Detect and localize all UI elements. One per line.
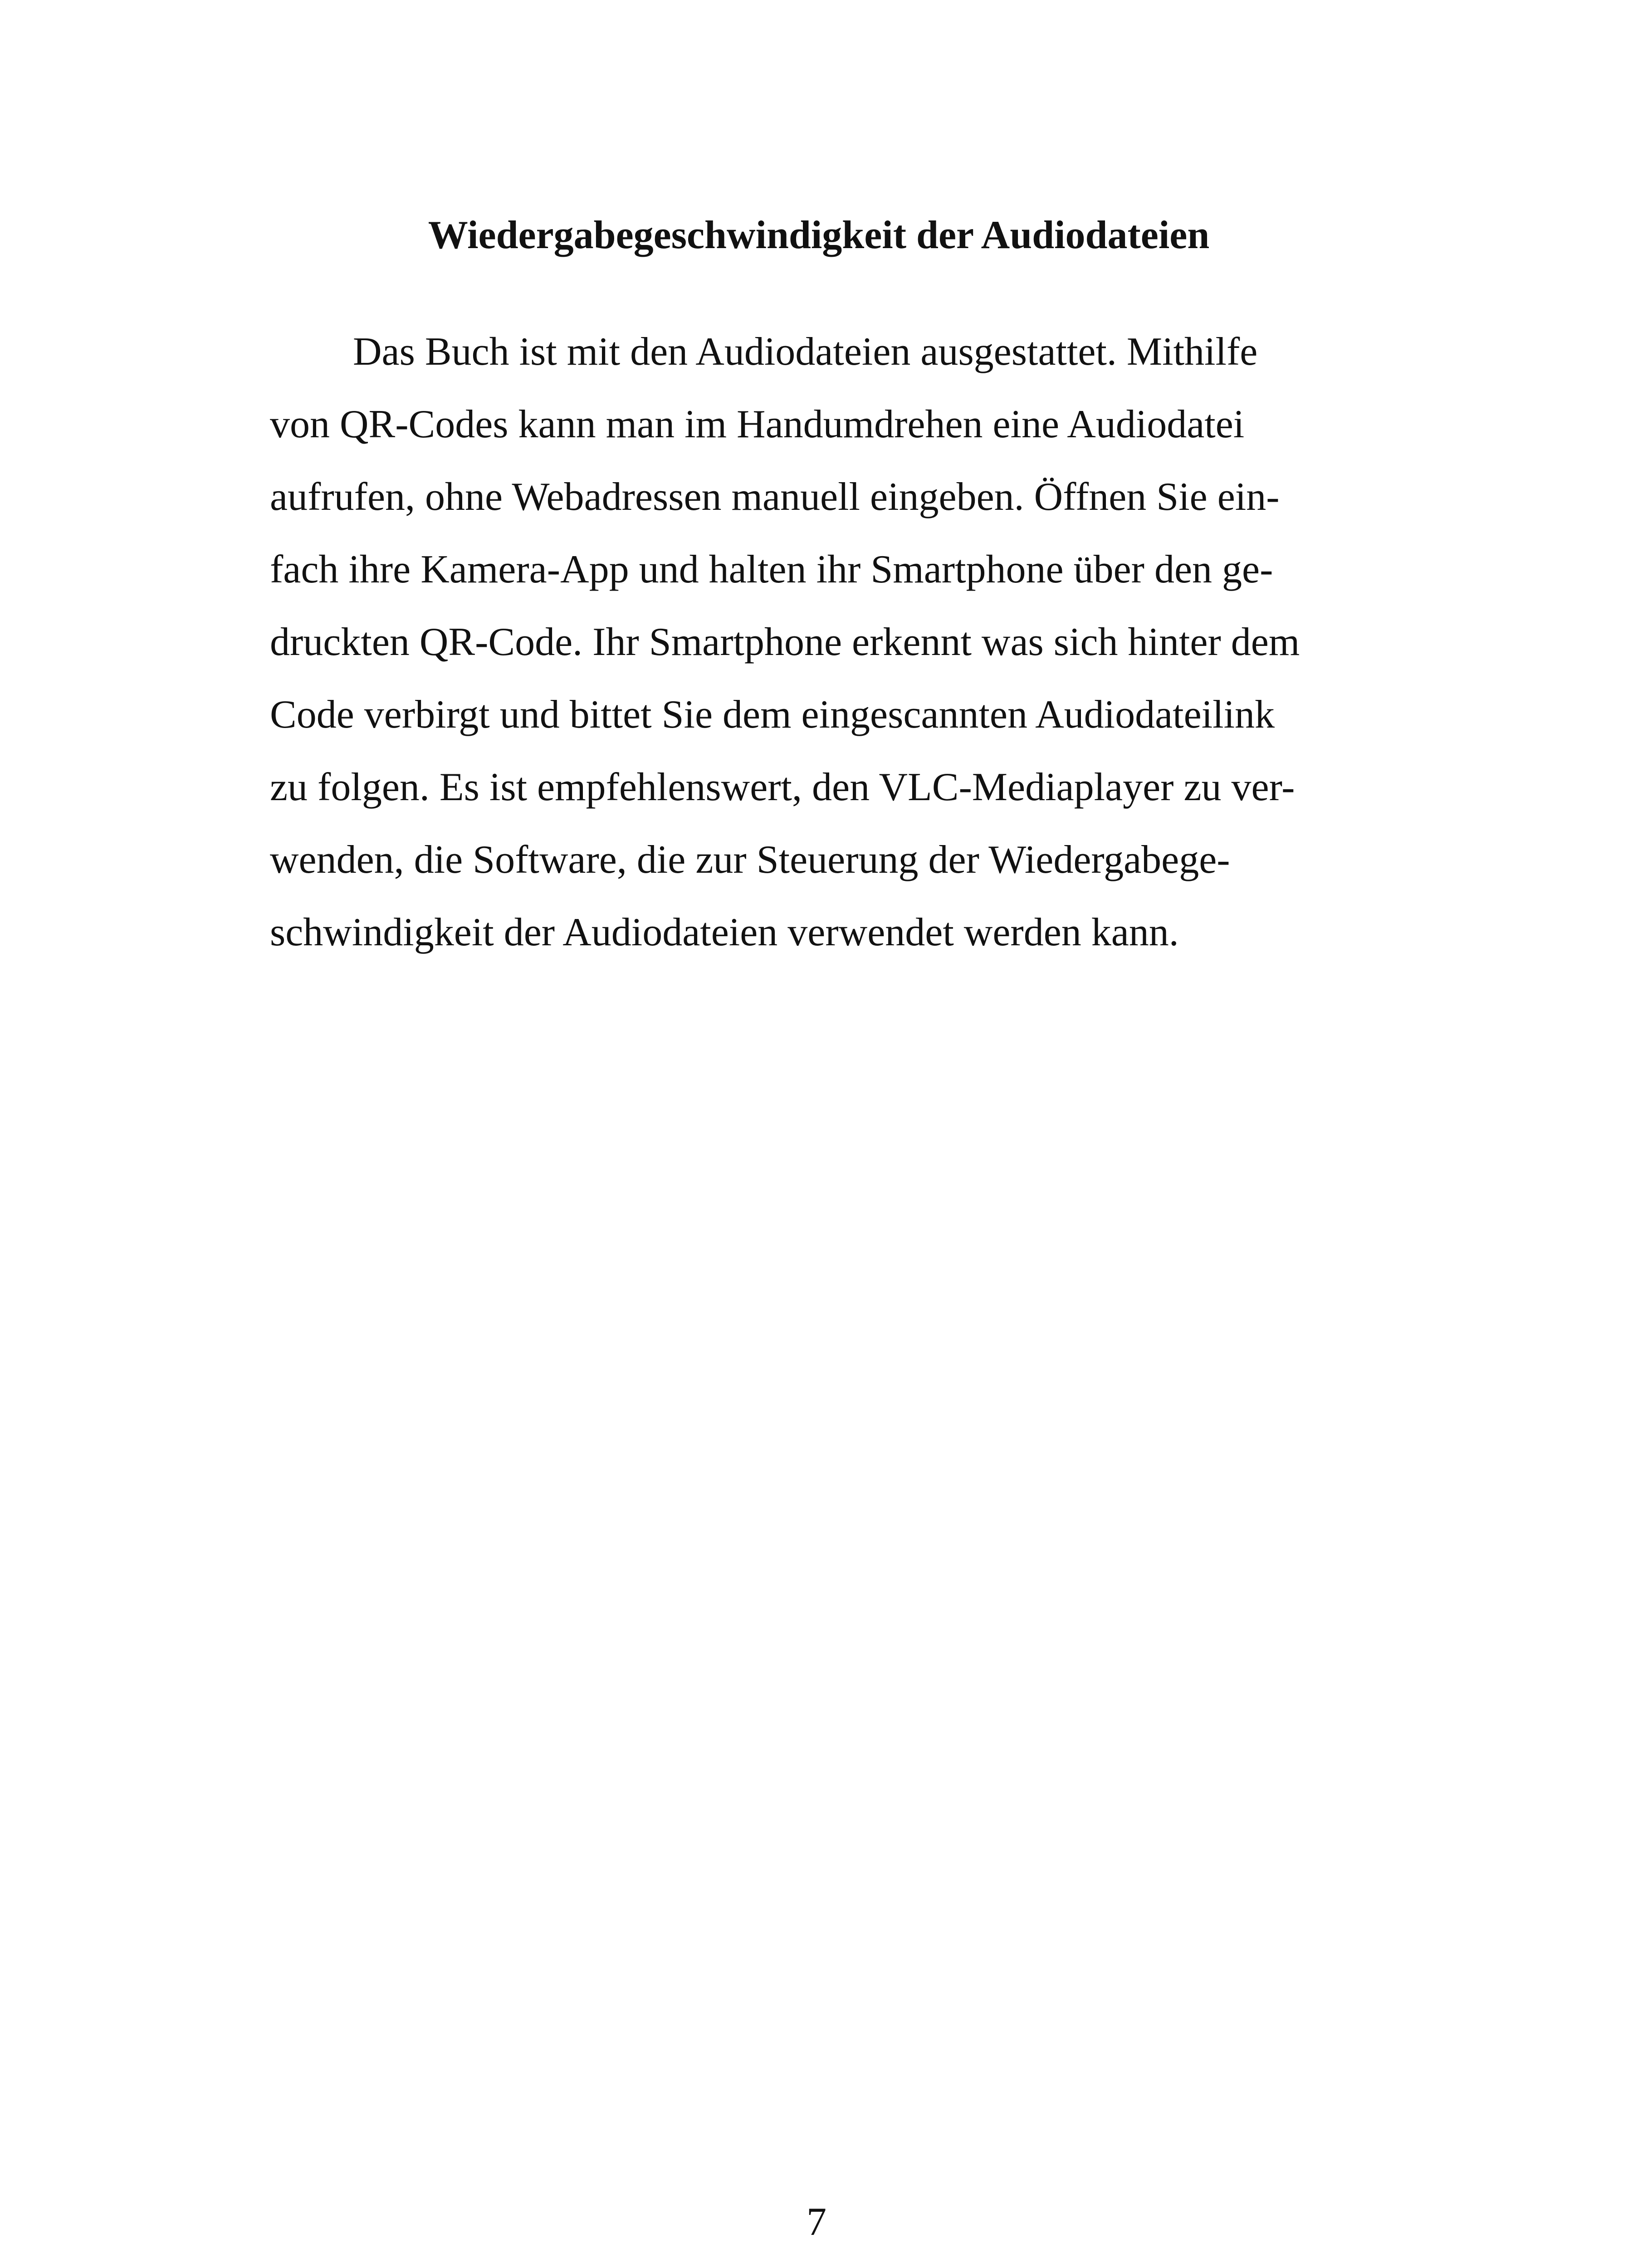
page-number: 7	[807, 2200, 826, 2244]
paragraph-line: von QR-Codes kann man im Handumdrehen eine Audiodatei	[270, 402, 1245, 446]
paragraph-line: wenden, die Software, die zur Steuerung der Wiedergabege-	[270, 838, 1230, 882]
paragraph-line: schwindigkeit der Audiodateien verwendet werden kann.	[270, 910, 1179, 954]
paragraph-line: Code verbirgt und bittet Sie dem eingescannten Audiodateilink	[270, 693, 1275, 737]
body-paragraph	[270, 316, 1386, 969]
section-heading: Wiedergabegeschwindigkeit der Audiodateien	[428, 213, 1210, 257]
paragraph-line: Das Buch ist mit den Audiodateien ausgestattet. Mithilfe	[353, 330, 1258, 374]
paragraph-line: druckten QR-Code. Ihr Smartphone erkennt was sich hinter dem	[270, 620, 1300, 664]
paragraph-line: fach ihre Kamera-App und halten ihr Smartphone über den ge-	[270, 547, 1273, 591]
paragraph-line: aufrufen, ohne Webadressen manuell eingeben. Öffnen Sie ein-	[270, 475, 1280, 519]
paragraph-line: zu folgen. Es ist empfehlenswert, den VLC-Mediaplayer zu ver-	[270, 765, 1295, 809]
